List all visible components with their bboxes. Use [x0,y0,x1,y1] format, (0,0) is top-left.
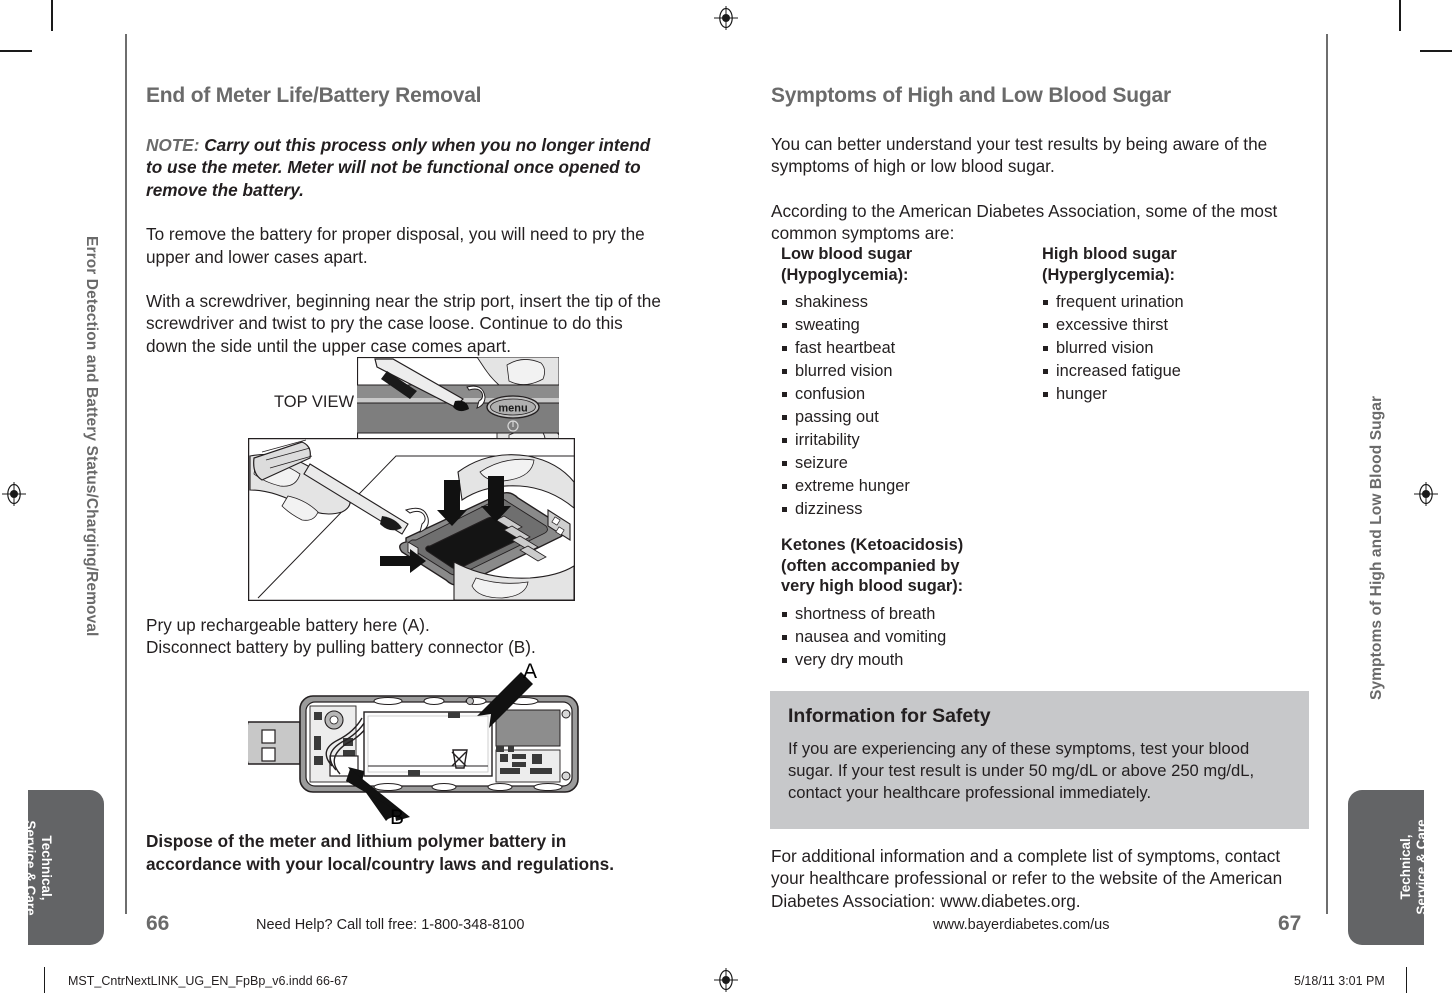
ketones-heading-line2: (often accompanied by [781,556,960,575]
list-item: blurred vision [781,360,1031,383]
callout-label-a: A [523,660,538,683]
registration-target-top [714,6,738,30]
list-item: increased fatigue [1042,360,1292,383]
note-text: Carry out this process only when you no longer intend to use the meter. Meter will not be functional once opened to remove the battery. [146,135,651,200]
instruction-line-1: Pry up rechargeable battery here (A). [146,615,430,635]
list-item: hunger [1042,383,1292,406]
left-paragraph-2: With a screwdriver, beginning near the strip port, insert the tip of the screwdriver and twist to pry the case loose. Continue to do this down the side until the upper case comes apart. [146,291,661,356]
ketones-list [781,603,1031,672]
note-label: NOTE: [146,135,200,155]
list-item: nausea and vomiting [781,626,1031,649]
registration-target-right [1414,482,1438,506]
left-page-inner-rule [125,34,127,914]
press-footer-filename: MST_CntrNextLINK_UG_EN_FpBp_v6.indd 66-67 [68,974,348,988]
list-item: seizure [781,452,1031,475]
list-item: confusion [781,383,1031,406]
closing-paragraph-block [771,845,1301,912]
disposal-statement: Dispose of the meter and lithium polymer battery in accordance with your local/country laws and regulations. [146,831,614,874]
right-paragraph-1: You can better understand your test results by being aware of the symptoms of high or low blood sugar. [771,134,1268,177]
low-blood-sugar-block [781,244,1031,521]
left-corner-tab-text [22,804,54,932]
right-page-content [771,84,1299,245]
list-item: shakiness [781,291,1031,314]
list-item: dizziness [781,498,1031,521]
note-paragraph [146,134,666,201]
low-blood-sugar-heading [781,244,1031,285]
right-page-number: 67 [1278,912,1302,935]
information-for-safety-title: Information for Safety [788,705,991,727]
left-corner-tab-line1: Technical, [39,835,54,901]
right-page-inner-rule [1326,34,1328,914]
menu-button-text: menu [498,402,528,415]
top-view-label: TOP VIEW [274,393,355,411]
ketones-heading-line3: very high blood sugar): [781,577,964,595]
list-item: fast heartbeat [781,337,1031,360]
registration-target-bottom [714,968,738,992]
list-item: sweating [781,314,1031,337]
high-blood-sugar-heading-line2: (Hyperglycemia): [1042,265,1175,284]
information-for-safety-box [770,691,1309,829]
high-blood-sugar-list [1042,291,1292,406]
crop-mark-top-left-horizontal [0,50,32,52]
closing-paragraph: For additional information and a complete list of symptoms, contact your healthcare professional or refer to the website of the American Diabetes Association: www.diabetes.org. [771,846,1283,911]
list-item: excessive thirst [1042,314,1292,337]
information-for-safety-text: If you are experiencing any of these symptoms, test your blood sugar. If your test result is under 50 mg/dL or above 250 mg/dL, contact your healthcare professional immediately. [788,739,1255,802]
right-corner-tab [1348,790,1429,945]
registration-target-left [2,482,26,506]
right-footer-url: www.bayerdiabetes.com/us [933,917,1110,933]
low-blood-sugar-heading-line1: Low blood sugar [781,245,913,263]
right-side-tab-label: Symptoms of High and Low Blood Sugar [1368,395,1385,700]
list-item: frequent urination [1042,291,1292,314]
left-footer-help: Need Help? Call toll free: 1-800-348-8100 [256,917,525,933]
right-corner-tab-line1: Technical, [1398,834,1413,900]
disposal-statement-block [146,830,656,875]
callout-arrow-b [340,765,420,823]
low-blood-sugar-list [781,291,1031,521]
right-page-title: Symptoms of High and Low Blood Sugar [771,84,1171,107]
right-corner-tab-text [1398,803,1430,931]
pry-case-illustration [248,438,575,601]
ketones-block [781,535,1031,672]
press-footer-left-rule [44,967,45,993]
list-item: very dry mouth [781,649,1031,672]
press-footer-timestamp: 5/18/11 3:01 PM [1294,974,1385,988]
crop-mark-top-left-vertical [51,0,53,31]
press-footer-right-rule [1406,967,1407,993]
high-blood-sugar-heading [1042,244,1292,285]
left-corner-tab [23,790,104,945]
left-paragraph-1: To remove the battery for proper disposal, you will need to pry the upper and lower cases apart. [146,224,645,267]
list-item: shortness of breath [781,603,1031,626]
list-item: irritability [781,429,1031,452]
instruction-line-2: Disconnect battery by pulling battery connector (B). [146,637,536,658]
crop-mark-top-right-vertical [1399,0,1401,31]
list-item: passing out [781,406,1031,429]
list-item: extreme hunger [781,475,1031,498]
battery-instructions [146,614,666,659]
high-blood-sugar-heading-line1: High blood sugar [1042,245,1177,263]
right-corner-tab-line2: Service & Care [1414,819,1429,915]
callout-label-b: B [390,806,405,829]
ketones-heading-line1: Ketones (Ketoacidosis) [781,536,964,554]
left-page-number: 66 [146,912,170,935]
low-blood-sugar-heading-line2: (Hypoglycemia): [781,265,909,284]
left-side-tab-label: Error Detection and Battery Status/Charging/Removal [83,236,100,637]
crop-mark-top-right-horizontal [1420,50,1452,52]
high-blood-sugar-block [1042,244,1292,406]
left-page-title: End of Meter Life/Battery Removal [146,84,482,107]
left-corner-tab-line2: Service & Care [23,820,38,916]
ketones-heading [781,535,1031,597]
left-page-content [146,84,666,357]
right-paragraph-2: According to the American Diabetes Association, some of the most common symptoms are: [771,200,1278,244]
list-item: blurred vision [1042,337,1292,360]
